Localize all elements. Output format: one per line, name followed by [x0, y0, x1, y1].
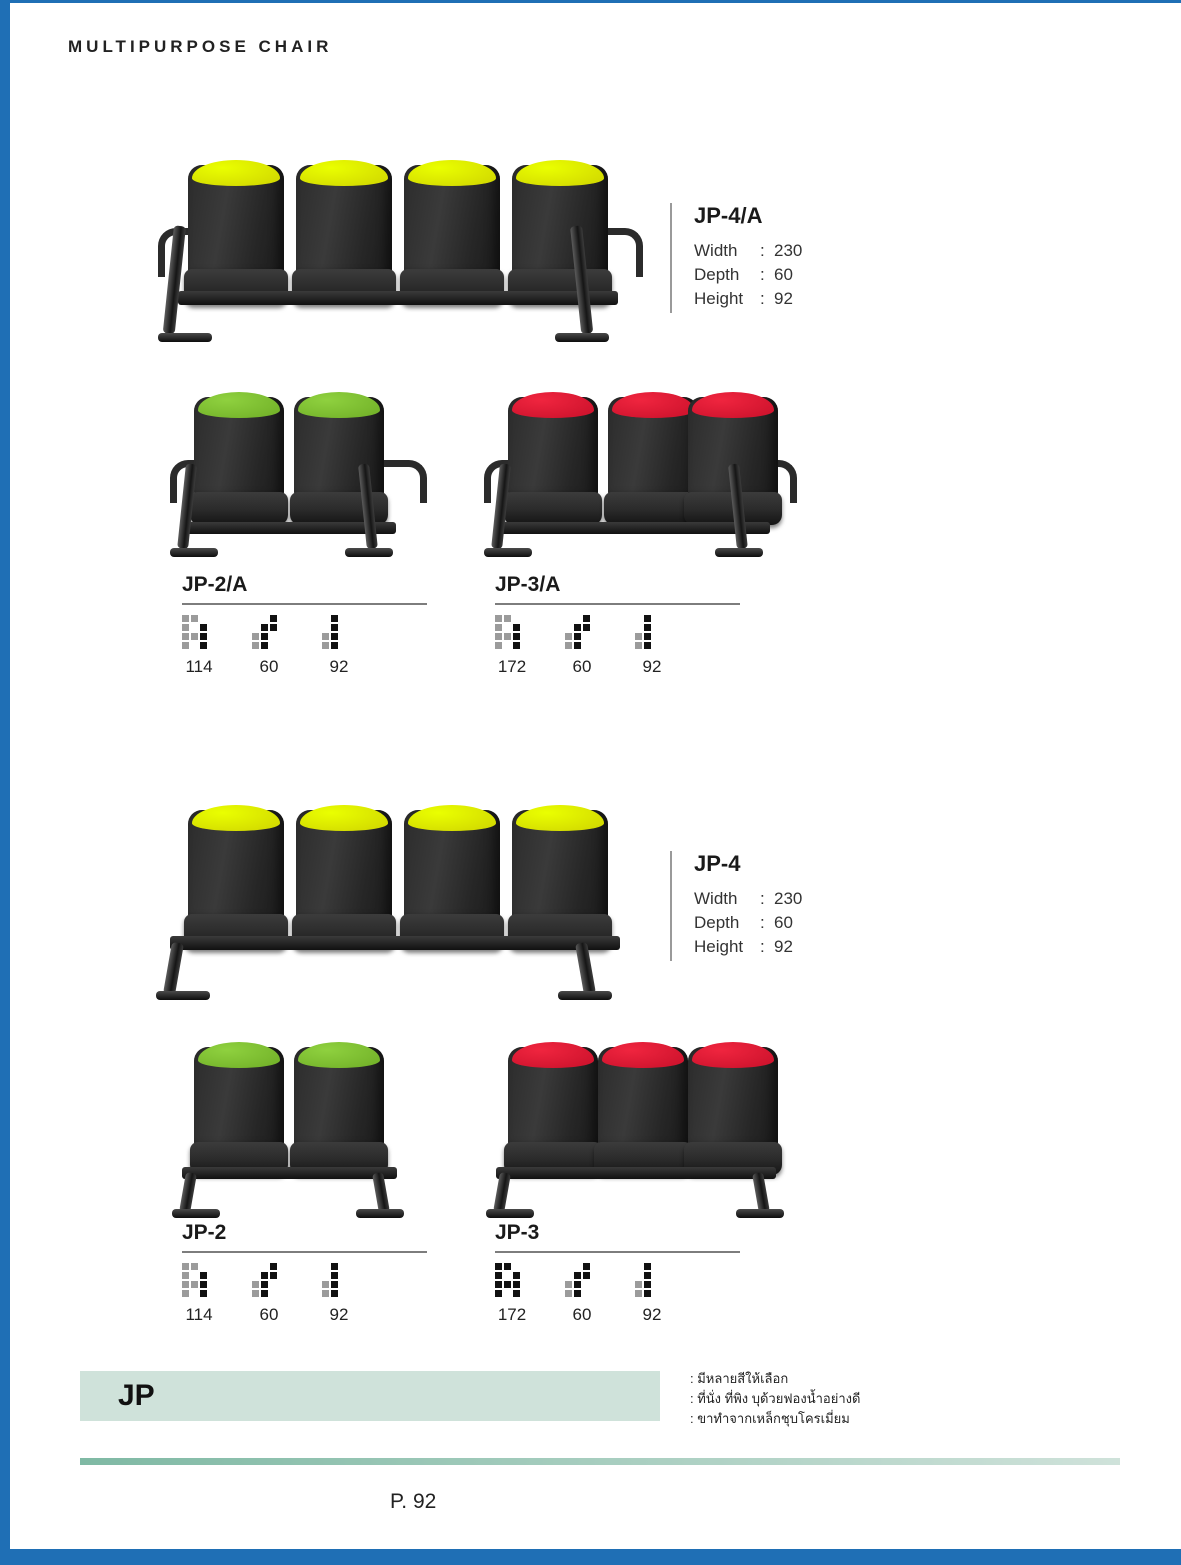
height-icon: [322, 1263, 356, 1297]
table-row: Depth : 60: [694, 913, 793, 932]
dim-block-jp3a: [495, 573, 740, 677]
footer-divider: [80, 1458, 1120, 1465]
dim-cell-depth: [565, 615, 599, 677]
divider: [495, 603, 740, 605]
depth-icon: [565, 1263, 599, 1297]
series-banner: [80, 1371, 660, 1421]
dim-value: 114: [185, 1305, 213, 1324]
dim-block-jp3: [495, 1221, 740, 1325]
dim-cell-width: [495, 615, 529, 677]
dim-value: 92: [329, 1305, 349, 1324]
series-label: JP: [118, 1379, 155, 1412]
page-number: P. 92: [390, 1490, 437, 1513]
divider: [182, 1251, 427, 1253]
product-image-jp4: [150, 793, 640, 1008]
spec-table: [694, 239, 802, 311]
divider: [495, 1251, 740, 1253]
dim-cell-depth: [252, 615, 286, 677]
width-icon: [495, 1263, 529, 1297]
dim-value: 60: [572, 1305, 592, 1324]
product-image-jp2: [160, 1043, 430, 1223]
depth-icon: [252, 615, 286, 649]
dim-value: 92: [642, 1305, 662, 1324]
height-icon: [635, 615, 669, 649]
dim-cell-width: [495, 1263, 529, 1325]
table-row: Width : 230: [694, 241, 803, 260]
product-image-jp3a: [470, 398, 800, 573]
dim-cell-height: [635, 615, 669, 677]
list-item: : ขาทำจากเหล็กชุบโครเมี่ยม: [690, 1411, 850, 1426]
width-icon: [495, 615, 529, 649]
dim-cell-depth: [252, 1263, 286, 1325]
list-item: : มีหลายสีให้เลือก: [690, 1371, 789, 1386]
model-name: JP-2/A: [182, 573, 248, 596]
spec-table: [694, 887, 802, 959]
spec-jp4: [670, 851, 802, 961]
table-row: Height : 92: [694, 289, 793, 308]
notes-list: [690, 1369, 860, 1429]
dim-value: 60: [259, 657, 279, 676]
width-icon: [182, 1263, 216, 1297]
dim-block-jp2a: [182, 573, 427, 677]
dim-value: 172: [497, 1305, 527, 1324]
dim-value: 114: [185, 657, 213, 676]
dim-cell-height: [322, 615, 356, 677]
depth-icon: [252, 1263, 286, 1297]
dim-cell-depth: [565, 1263, 599, 1325]
dim-cell-width: [182, 1263, 216, 1325]
dim-value: 60: [259, 1305, 279, 1324]
dim-block-jp2: [182, 1221, 427, 1325]
divider: [182, 603, 427, 605]
width-icon: [182, 615, 216, 649]
model-name: JP-2: [182, 1221, 227, 1244]
model-name: JP-3: [495, 1221, 540, 1244]
dim-value: 92: [329, 657, 349, 676]
table-row: Depth : 60: [694, 265, 793, 284]
model-name: JP-4: [694, 851, 741, 876]
height-icon: [635, 1263, 669, 1297]
dim-value: 172: [497, 657, 527, 676]
list-item: : ที่นั่ง ที่พิง บุด้วยฟองน้ำอย่างดี: [690, 1391, 861, 1406]
dim-cell-height: [322, 1263, 356, 1325]
page-title: MULTIPURPOSE CHAIR: [68, 37, 333, 56]
height-icon: [322, 615, 356, 649]
table-row: Width : 230: [694, 889, 803, 908]
depth-icon: [565, 615, 599, 649]
model-name: JP-3/A: [495, 573, 561, 596]
product-image-jp3: [470, 1043, 800, 1223]
dim-value: 92: [642, 657, 662, 676]
dim-cell-width: [182, 615, 216, 677]
spec-jp4a: [670, 203, 802, 313]
product-image-jp4a: [150, 148, 640, 363]
product-image-jp2a: [160, 398, 430, 573]
model-name: JP-4/A: [694, 203, 763, 228]
table-row: Height : 92: [694, 937, 793, 956]
dim-cell-height: [635, 1263, 669, 1325]
dim-value: 60: [572, 657, 592, 676]
bottom-accent-bar: [10, 1549, 1181, 1565]
